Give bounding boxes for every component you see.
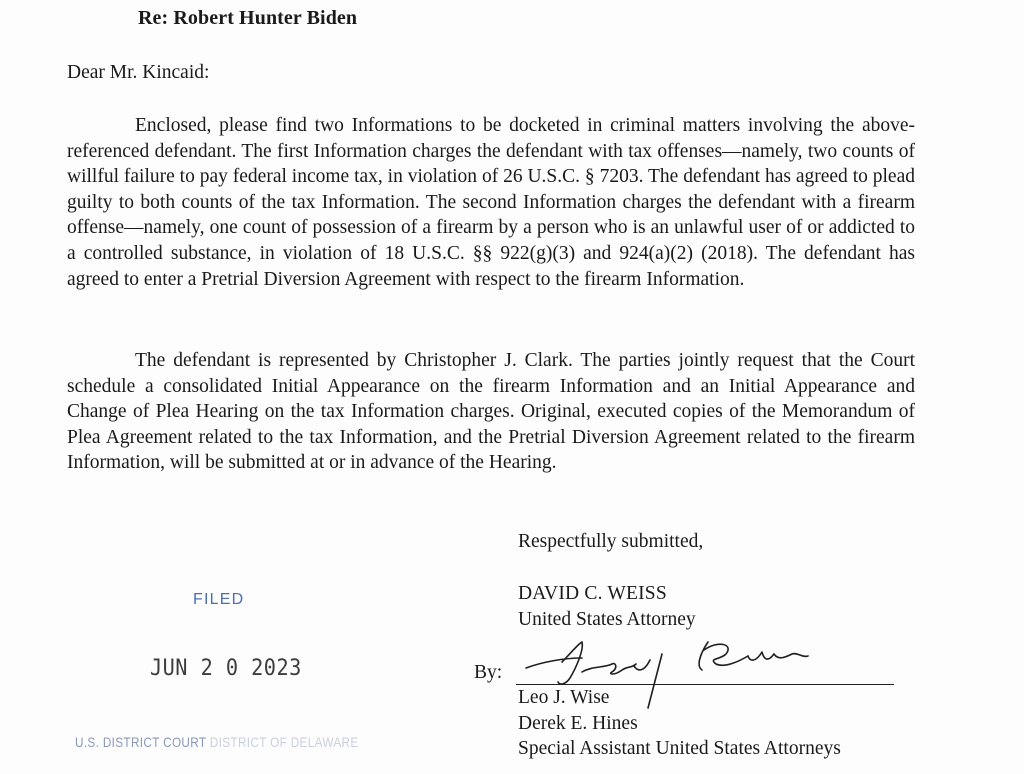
body-paragraph-1: Enclosed, please find two Informations to be docketed in criminal matters involving the above-referenced defendant. The first Information charges the defendant with tax offenses—namely, two counts of willful failure to pay federal income tax, in violation of 26 U.S.C. § 7203. The defendant has agreed to plead guilty to both counts of the tax Information. The second Information charges the defendant with a firearm offense—namely, one count of possession of a firearm by a person who is an unlawful user of or addicted to a controlled substance, in violation of 18 U.S.C. §§ 922(g)(3) and 924(a)(2) (2018). The defendant has agreed to enter a Pretrial Diversion Agreement with respect to the firearm Information. [67,115,915,290]
subject-line: Re: Robert Hunter Biden [138,7,358,29]
salutation: Dear Mr. Kincaid: [67,62,210,83]
by-label: By: [474,662,503,683]
filed-stamp-district: DISTRICT OF DELAWARE [209,734,359,750]
filed-stamp-label: FILED [193,591,245,608]
filed-stamp-court [75,734,359,750]
attorney-title: United States Attorney [518,609,696,630]
closing-line: Respectfully submitted, [518,531,704,552]
attorney-name: DAVID C. WEISS [518,583,667,604]
signer-title: Special Assistant United States Attorneys [518,738,841,759]
signer-name-2: Derek E. Hines [518,713,638,734]
signer-name-1: Leo J. Wise [518,687,610,708]
body-paragraph-2: The defendant is represented by Christopher J. Clark. The parties jointly request that the Court schedule a consolidated Initial Appearance on the firearm Information and an Initial Appearance and Change of Plea Hearing on the tax Information charges. Original, executed copies of the Memorandum of Plea Agreement related to the tax Information, and the Pretrial Diversion Agreement related to the firearm Information, will be submitted at or in advance of the Hearing. [67,350,915,474]
filed-stamp-court-name: U.S. DISTRICT COURT [75,734,207,750]
filed-stamp-date: JUN 2 0 2023 [150,656,302,681]
